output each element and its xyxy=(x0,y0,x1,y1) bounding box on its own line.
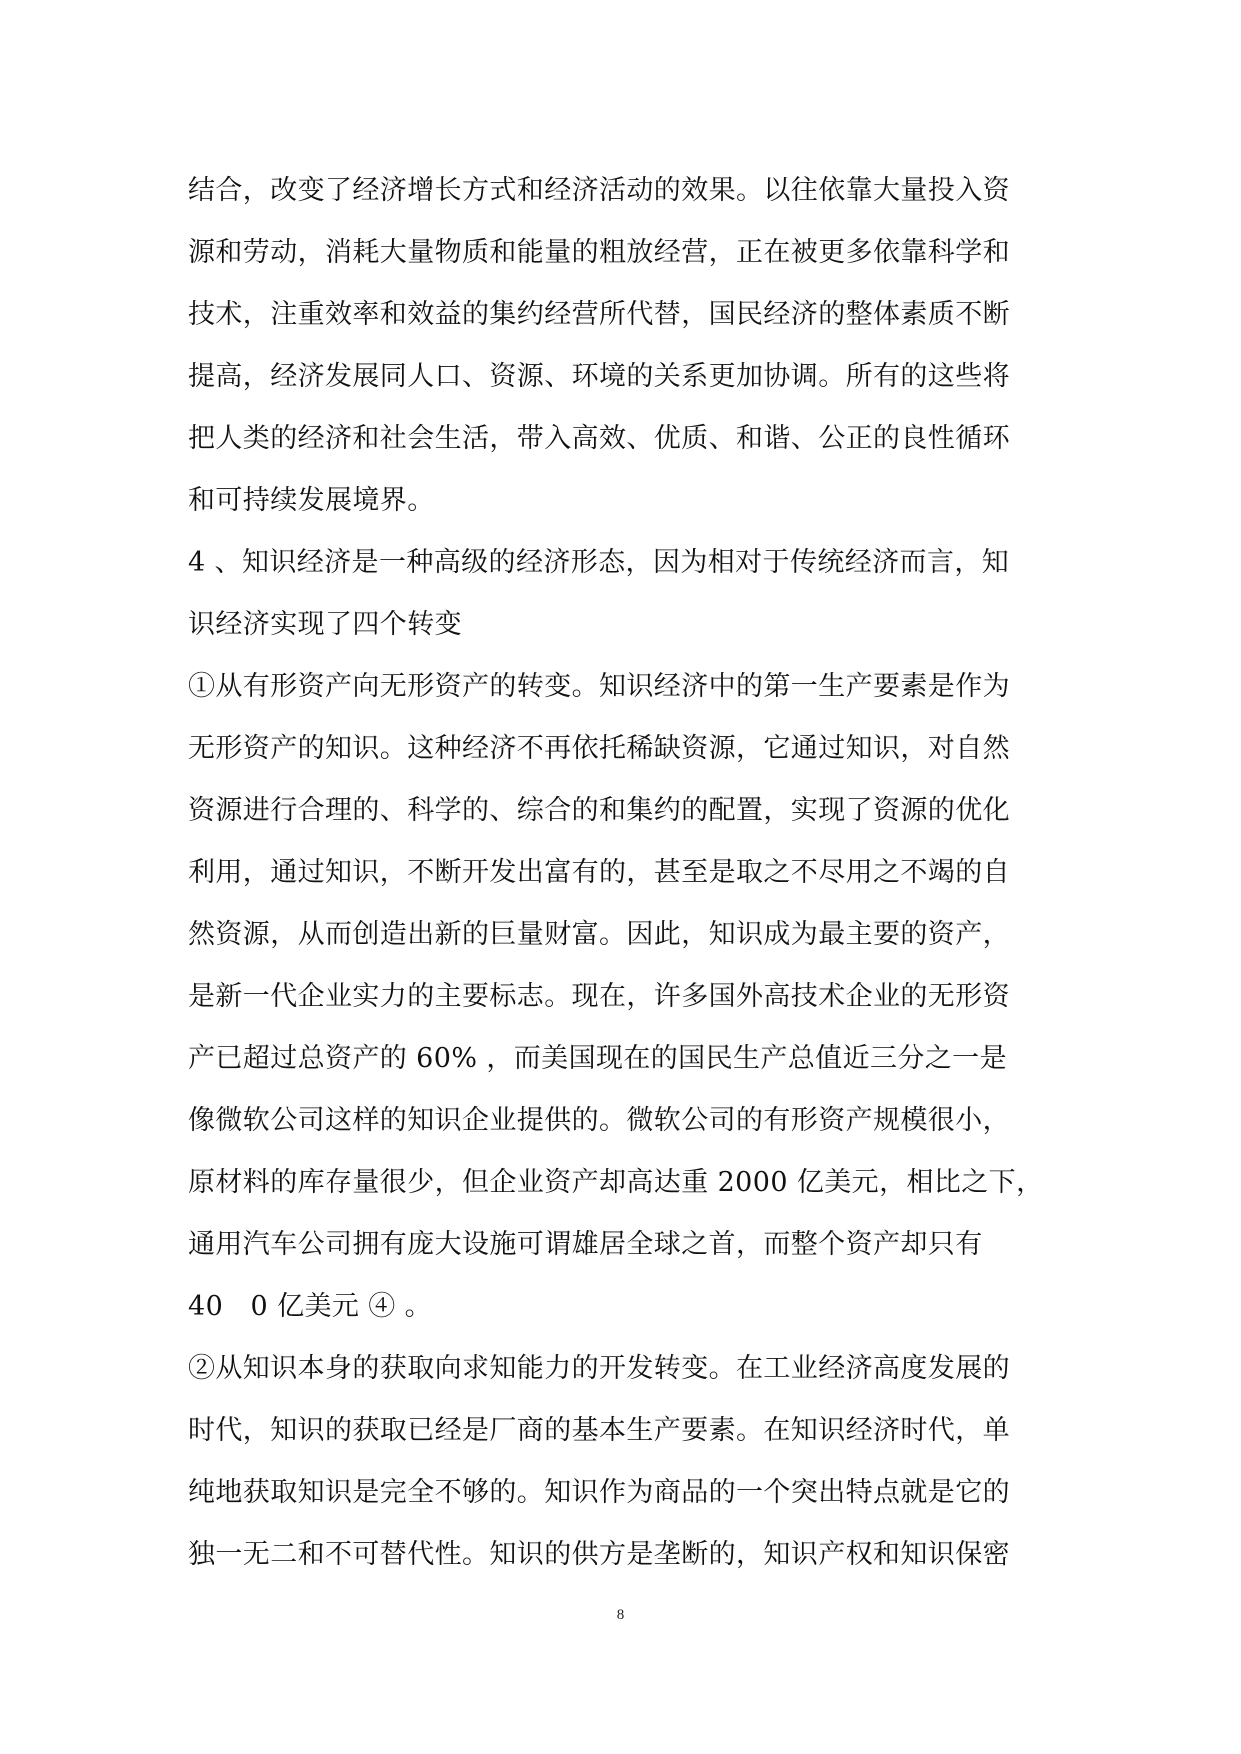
text-line: 原材料的库存量很少，但企业资产却高达重 2000 亿美元，相比之下， xyxy=(188,1167,1044,1198)
text-line: 通用汽车公司拥有庞大设施可谓雄居全球之首，而整个资产却只有 xyxy=(188,1229,983,1260)
text-line: 然资源，从而创造出新的巨量财富。因此，知识成为最主要的资产， xyxy=(188,919,1010,950)
text-line: 把人类的经济和社会生活，带入高效、优质、和谐、公正的良性循环 xyxy=(188,423,1010,454)
text-line: 纯地获取知识是完全不够的。知识作为商品的一个突出特点就是它的 xyxy=(188,1477,1010,1508)
text-line: 结合，改变了经济增长方式和经济活动的效果。以往依靠大量投入资 xyxy=(188,175,1010,206)
text-line: 和可持续发展境界。 xyxy=(188,485,435,516)
page-number: 8 xyxy=(616,1607,625,1623)
text-line: 4 、知识经济是一种高级的经济形态，因为相对于传统经济而言，知 xyxy=(188,547,1010,578)
text-line: 像微软公司这样的知识企业提供的。微软公司的有形资产规模很小， xyxy=(188,1105,1010,1136)
text-line: 技术，注重效率和效益的集约经营所代替，国民经济的整体素质不断 xyxy=(188,299,1010,330)
text-line: ①从有形资产向无形资产的转变。知识经济中的第一生产要素是作为 xyxy=(188,671,1010,702)
text-line: 产已超过总资产的 60% ，而美国现在的国民生产总值近三分之一是 xyxy=(188,1043,1007,1074)
text-line: 提高，经济发展同人口、资源、环境的关系更加协调。所有的这些将 xyxy=(188,361,1010,392)
text-line: 40 0 亿美元 ④ 。 xyxy=(188,1291,433,1322)
text-line: 资源进行合理的、科学的、综合的和集约的配置，实现了资源的优化 xyxy=(188,795,1010,826)
text-line: 识经济实现了四个转变 xyxy=(188,609,462,640)
text-line: 利用，通过知识，不断开发出富有的，甚至是取之不尽用之不竭的自 xyxy=(188,857,1010,888)
text-line: 是新一代企业实力的主要标志。现在，许多国外高技术企业的无形资 xyxy=(188,981,1010,1012)
document-body xyxy=(188,160,1058,1586)
text-line: 时代，知识的获取已经是厂商的基本生产要素。在知识经济时代，单 xyxy=(188,1415,1010,1446)
text-line: 源和劳动，消耗大量物质和能量的粗放经营，正在被更多依靠科学和 xyxy=(188,237,1010,268)
text-line: ②从知识本身的获取向求知能力的开发转变。在工业经济高度发展的 xyxy=(188,1353,1010,1384)
text-line: 独一无二和不可替代性。知识的供方是垄断的，知识产权和知识保密 xyxy=(188,1539,1010,1570)
text-line: 无形资产的知识。这种经济不再依托稀缺资源，它通过知识，对自然 xyxy=(188,733,1010,764)
